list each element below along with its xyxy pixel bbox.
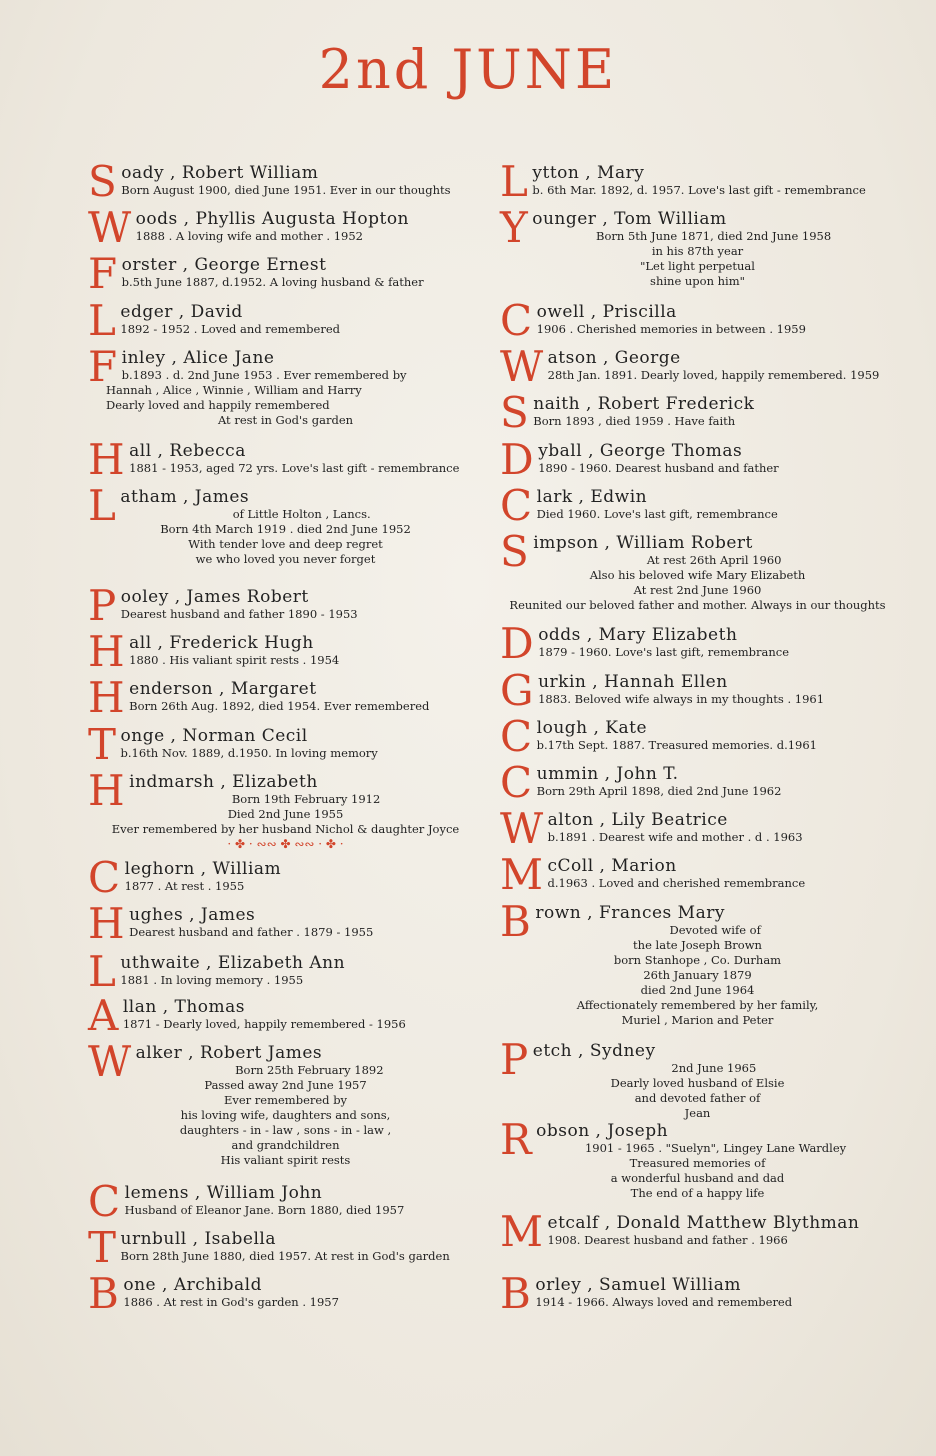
entry-name: Petch , Sydney — [500, 1035, 656, 1084]
entry-inscription: 26th January 1879 — [643, 968, 752, 982]
entry-inscription: Also his beloved wife Mary Elizabeth — [589, 568, 806, 582]
entry-inscription: b.5th June 1887, d.1952. A loving husband & father — [121, 275, 424, 289]
entry-name: Watson , George — [500, 342, 681, 391]
memorial-entry — [88, 157, 483, 206]
entry-inscription: in his 87th year — [651, 244, 744, 258]
entry-inscription: 1877 . At rest . 1955 — [124, 879, 245, 893]
entry-inscription: 1881 - 1953, aged 72 yrs. Love's last gift - remembrance — [129, 461, 460, 475]
entry-inscription: 1880 . His valiant spirit rests . 1954 — [129, 653, 340, 667]
memorial-entry — [88, 481, 483, 567]
entry-inscription: Muriel , Marion and Peter — [621, 1013, 774, 1027]
entry-name: Hall , Rebecca — [88, 435, 246, 484]
entry-name: Cowell , Priscilla — [500, 296, 677, 345]
entry-inscription: a wonderful husband and dad — [610, 1171, 785, 1185]
entry-inscription: Husband of Eleanor Jane. Born 1880, died 1957 — [124, 1203, 405, 1217]
entry-inscription: Born 25th February 1892 — [235, 1063, 384, 1077]
entry-inscription: The end of a happy life — [630, 1186, 765, 1200]
entry-inscription: 1892 - 1952 . Loved and remembered — [120, 322, 340, 336]
ornament-divider: · ✤ · ∾∾ ✤ ∾∾ · ✤ · — [227, 837, 344, 851]
entry-name: Walton , Lily Beatrice — [500, 804, 728, 853]
entry-name: Latham , James — [88, 481, 250, 530]
entry-name: Ledger , David — [88, 296, 243, 345]
entry-name: Clough , Kate — [500, 712, 648, 761]
entry-inscription: 1914 - 1966. Always loved and remembered — [535, 1295, 793, 1309]
entry-inscription: the late Joseph Brown — [633, 938, 762, 952]
entry-inscription: 1901 - 1965 . "Suelyn", Lingey Lane Wardley — [584, 1141, 847, 1155]
entry-inscription: and devoted father of — [634, 1091, 761, 1105]
entry-inscription: daughters - in - law , sons - in - law , — [179, 1123, 392, 1137]
memorial-entry — [500, 804, 895, 853]
entry-inscription: Reunited our beloved father and mother. Always in our thoughts — [509, 598, 886, 612]
entry-inscription: Ever remembered by — [223, 1093, 348, 1107]
entry-name: Simpson , William Robert — [500, 527, 753, 576]
entry-inscription: At rest 2nd June 1960 — [633, 583, 762, 597]
memorial-entry — [500, 203, 895, 289]
entry-name: Woods , Phyllis Augusta Hopton — [88, 203, 409, 252]
entry-inscription: Devoted wife of — [669, 923, 761, 937]
entry-inscription: born Stanhope , Co. Durham — [613, 953, 782, 967]
memorial-entry — [500, 435, 895, 484]
entry-name: Pooley , James Robert — [88, 581, 309, 630]
entry-name: Lytton , Mary — [500, 157, 645, 206]
entry-inscription: b. 6th Mar. 1892, d. 1957. Love's last gift - remembrance — [532, 183, 866, 197]
entry-name: Forster , George Ernest — [88, 249, 327, 298]
memorial-entry — [88, 1223, 483, 1272]
memorial-entry — [88, 720, 483, 769]
memorial-entry — [88, 1269, 483, 1318]
memorial-entry — [500, 157, 895, 206]
entry-name: Dyball , George Thomas — [500, 435, 743, 484]
entry-name: Metcalf , Donald Matthew Blythman — [500, 1207, 860, 1256]
entry-name: Borley , Samuel William — [500, 1269, 741, 1318]
entry-inscription: we who loved you never forget — [195, 552, 376, 566]
memorial-entry — [88, 1037, 483, 1168]
entry-inscription: Died 1960. Love's last gift, remembrance — [536, 507, 778, 521]
entry-inscription: Dearest husband and father 1890 - 1953 — [120, 607, 358, 621]
entry-inscription: Born 5th June 1871, died 2nd June 1958 — [596, 229, 832, 243]
entry-name: Hindmarsh , Elizabeth — [88, 766, 318, 815]
entry-inscription: Born 29th April 1898, died 2nd June 1962 — [536, 784, 782, 798]
entry-name: Snaith , Robert Frederick — [500, 388, 755, 437]
entry-inscription: his loving wife, daughters and sons, — [180, 1108, 391, 1122]
memorial-entry — [88, 627, 483, 676]
entry-name: Clark , Edwin — [500, 481, 648, 530]
entry-inscription: Passed away 2nd June 1957 — [204, 1078, 367, 1092]
entry-inscription: Born 26th Aug. 1892, died 1954. Ever remembered — [129, 699, 430, 713]
entry-name: Cleghorn , William — [88, 853, 282, 902]
memorial-entry — [88, 853, 483, 902]
entry-inscription: Hannah , Alice , Winnie , William and Harry — [106, 383, 362, 397]
entry-name: Gurkin , Hannah Ellen — [500, 666, 728, 715]
entry-inscription: Dearly loved husband of Elsie — [610, 1076, 785, 1090]
entry-inscription: Born 28th June 1880, died 1957. At rest in God's garden — [120, 1249, 450, 1263]
entry-inscription: shine upon him" — [650, 274, 745, 288]
memorial-entry — [500, 712, 895, 761]
entry-inscription: b.1891 . Dearest wife and mother . d . 1963 — [547, 830, 803, 844]
entry-inscription: and grandchildren — [231, 1138, 340, 1152]
memorial-entry — [88, 899, 483, 948]
entry-name: Cummin , John T. — [500, 758, 679, 807]
entry-name: Allan , Thomas — [88, 991, 246, 1040]
memorial-entry — [500, 758, 895, 807]
memorial-entry — [88, 947, 483, 996]
entry-inscription: "Let light perpetual — [640, 259, 755, 273]
entry-inscription: Died 2nd June 1955 — [227, 807, 344, 821]
memorial-entry — [500, 619, 895, 668]
entry-name: McColl , Marion — [500, 850, 677, 899]
entry-inscription: Dearly loved and happily remembered — [106, 398, 330, 412]
entry-name: Henderson , Margaret — [88, 673, 317, 722]
entry-inscription: of Little Holton , Lancs. — [232, 507, 371, 521]
memorial-entry — [88, 766, 483, 851]
memorial-entry — [88, 342, 483, 428]
entry-name: Dodds , Mary Elizabeth — [500, 619, 738, 668]
entry-inscription: 1890 - 1960. Dearest husband and father — [538, 461, 779, 475]
entry-inscription: 2nd June 1965 — [671, 1061, 757, 1075]
memorial-entry — [500, 1035, 895, 1121]
entry-inscription: 1888 . A loving wife and mother . 1952 — [135, 229, 363, 243]
page-title: 2nd JUNE — [318, 38, 618, 101]
entry-inscription: 1879 - 1960. Love's last gift, remembrance — [538, 645, 790, 659]
entry-name: Tonge , Norman Cecil — [88, 720, 308, 769]
memorial-entry — [88, 203, 483, 252]
entry-name: Brown , Frances Mary — [500, 897, 725, 946]
memorial-entry — [88, 249, 483, 298]
entry-inscription: Born 4th March 1919 . died 2nd June 1952 — [160, 522, 411, 536]
entry-inscription: 1883. Beloved wife always in my thoughts . 1961 — [538, 692, 825, 706]
memorial-entry — [500, 666, 895, 715]
memorial-entry — [88, 991, 483, 1040]
entry-inscription: 1886 . At rest in God's garden . 1957 — [123, 1295, 339, 1309]
memorial-entry — [500, 342, 895, 391]
entry-inscription: Born 1893 , died 1959 . Have faith — [533, 414, 736, 428]
memorial-entry — [500, 388, 895, 437]
entry-inscription: Ever remembered by her husband Nichol & daughter Joyce — [111, 822, 460, 836]
memorial-entry — [500, 1269, 895, 1318]
entry-inscription: d.1963 . Loved and cherished remembrance — [547, 876, 806, 890]
memorial-entry — [88, 435, 483, 484]
entry-name: Clemens , William John — [88, 1177, 323, 1226]
entry-inscription: His valiant spirit rests — [220, 1153, 351, 1167]
entry-inscription: Born 19th February 1912 — [231, 792, 381, 806]
memorial-entry — [88, 296, 483, 345]
entry-inscription: 28th Jan. 1891. Dearly loved, happily remembered. 1959 — [547, 368, 880, 382]
entry-inscription: 1871 - Dearly loved, happily remembered - 1956 — [122, 1017, 406, 1031]
entry-inscription: Born August 1900, died June 1951. Ever in our thoughts — [121, 183, 451, 197]
entry-inscription: b.17th Sept. 1887. Treasured memories. d.1961 — [536, 738, 818, 752]
entry-inscription: Jean — [684, 1106, 711, 1120]
entry-inscription: Dearest husband and father . 1879 - 1955 — [129, 925, 374, 939]
entry-inscription: At rest in God's garden — [217, 413, 354, 427]
memorial-entry — [88, 581, 483, 630]
entry-inscription: 1906 . Cherished memories in between . 1959 — [536, 322, 806, 336]
entry-inscription: With tender love and deep regret — [188, 537, 383, 551]
entry-inscription: 1908. Dearest husband and father . 1966 — [547, 1233, 788, 1247]
memorial-entry — [500, 527, 895, 613]
entry-name: Finley , Alice Jane — [88, 342, 275, 391]
memorial-entry — [500, 1115, 895, 1201]
entry-name: Hall , Frederick Hugh — [88, 627, 314, 676]
memorial-entry — [88, 1177, 483, 1226]
entry-name: Walker , Robert James — [88, 1037, 323, 1086]
entry-name: Turnbull , Isabella — [88, 1223, 276, 1272]
memorial-entry — [500, 296, 895, 345]
entry-inscription: Affectionately remembered by her family, — [576, 998, 819, 1012]
memorial-entry — [500, 850, 895, 899]
entry-inscription: At rest 26th April 1960 — [646, 553, 782, 567]
entry-inscription: died 2nd June 1964 — [640, 983, 755, 997]
memorial-entry — [500, 897, 895, 1028]
entry-name: Soady , Robert William — [88, 157, 319, 206]
entry-inscription: b.1893 . d. 2nd June 1953 . Ever remembered by — [121, 368, 407, 382]
entry-inscription: Treasured memories of — [629, 1156, 766, 1170]
memorial-entry — [500, 481, 895, 530]
entry-name: Luthwaite , Elizabeth Ann — [88, 947, 346, 996]
entry-name: Robson , Joseph — [500, 1115, 669, 1164]
entry-name: Hughes , James — [88, 899, 256, 948]
entry-name: Younger , Tom William — [500, 203, 727, 252]
memorial-entry — [88, 673, 483, 722]
entry-inscription: 1881 . In loving memory . 1955 — [120, 973, 304, 987]
entry-name: Bone , Archibald — [88, 1269, 262, 1318]
entry-inscription: b.16th Nov. 1889, d.1950. In loving memory — [120, 746, 378, 760]
memorial-entry — [500, 1207, 895, 1256]
